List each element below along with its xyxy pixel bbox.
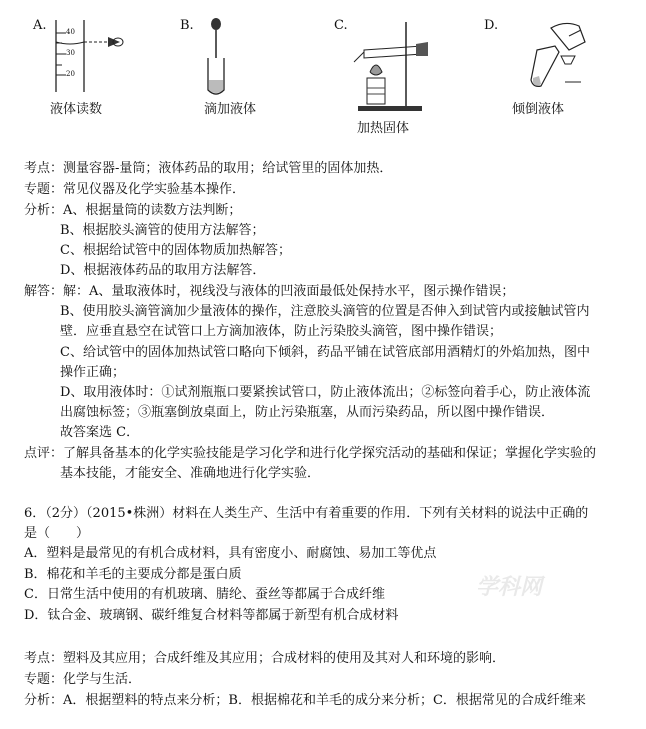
q6-option-d: D．钛合金、玻璃钢、碳纤维复合材料等都属于新型有机合成材料 [24,608,399,623]
q5-zhuanti: 专题：常见仪器及化学实验基本操作． [24,182,246,197]
figure-a-caption: 液体读数 [50,102,103,117]
figure-c-letter: C. [334,18,348,33]
q5-jieda-line: D、取用液体时：①试剂瓶瓶口要紧挨试管口，防止液体流出；②标签向着手心，防止液体流 [60,385,591,400]
figure-b-letter: B. [180,18,194,33]
figure-b-caption: 滴加液体 [204,102,257,117]
q6-option-c: C．日常生活中使用的有机玻璃、腈纶、蚕丝等都属于合成纤维 [24,587,385,602]
q5-kaodian: 考点：测量容器-量筒；液体药品的取用；给试管里的固体加热． [24,161,393,176]
q5-dianping-line: 点评：了解具备基本的化学实验技能是学习化学和进行化学探究活动的基础和保证；掌握化学实验的 [24,446,597,461]
q5-fenxi-line: B、根据胶头滴管的使用方法解答； [60,223,265,238]
tick-label-20: 20 [66,70,75,78]
q6-fenxi: 分析：A．根据塑料的特点来分析；B．根据棉花和羊毛的成分来分析；C．根据常见的合成纤维来 [24,693,586,708]
figure-d-caption: 倾倒液体 [512,102,565,117]
q5-jieda-line: C、给试管中的固体加热试管口略向下倾斜，药品平铺在试管底部用酒精灯的外焰加热，图中 [60,345,590,360]
pouring-liquid-illustration [525,20,605,95]
q5-jieda-line: 壁．应垂直悬空在试管口上方滴加液体，防止污染胶头滴管，图中操作错误； [60,324,503,339]
q5-fenxi-line: D、根据液体药品的取用方法解答． [60,263,266,278]
q5-fenxi-line: 分析：A、根据量筒的读数方法判断； [24,203,242,218]
q5-dianping-line: 基本技能，才能安全、准确地进行化学实验． [60,466,321,481]
q6-option-a: A．塑料是最常见的有机合成材料，具有密度小、耐腐蚀、易加工等优点 [24,546,437,561]
q5-jieda-line: 操作正确； [60,365,126,380]
figure-a-letter: A. [33,18,47,33]
q5-jieda-line: 故答案选 C． [60,425,140,440]
q5-jieda-line: 出腐蚀标签；③瓶塞倒放桌面上，防止污染瓶塞，从而污染药品，所以图中操作错误． [60,405,555,420]
dropper-test-tube-illustration [200,18,240,98]
q6-option-b: B．棉花和羊毛的主要成分都是蛋白质 [24,567,242,582]
watermark-text: 学科网 [476,574,543,600]
q5-jieda-line: B、使用胶头滴管滴加少量液体的操作，注意胶头滴管的位置是否伸入到试管内或接触试管内 [60,304,590,319]
q6-stem-line: 是（ ） [24,526,90,541]
graduated-cylinder-illustration [50,20,140,95]
tick-label-40: 40 [66,28,75,36]
q6-zhuanti: 专题：化学与生活． [24,672,142,687]
q5-jieda-line: 解答：解：A、量取液体时，视线没与液体的凹液面最低处保持水平，图示操作错误； [24,284,515,299]
iron-stand-heating-illustration [350,22,445,117]
q6-stem-line: 6．（2分）（2015•株洲）材料在人类生产、生活中有着重要的作用．下列有关材料的说法中正确的 [24,506,589,521]
q5-fenxi-line: C、根据给试管中的固体物质加热解答； [60,243,291,258]
figure-d-letter: D. [484,18,499,33]
q6-kaodian: 考点：塑料及其应用；合成纤维及其应用；合成材料的使用及其对人和环境的影响． [24,651,506,666]
figure-c-caption: 加热固体 [357,121,410,136]
tick-label-30: 30 [66,49,75,57]
